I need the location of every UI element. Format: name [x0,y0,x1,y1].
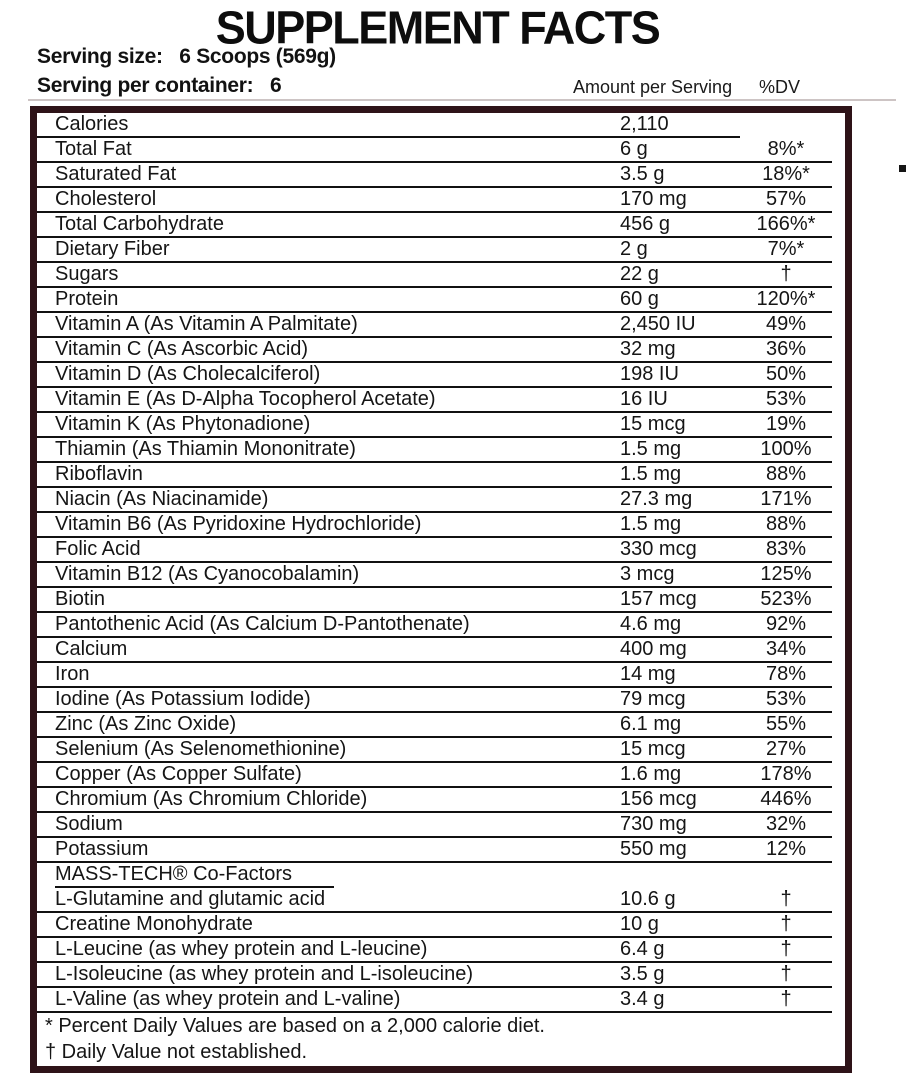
nutrient-name: Total Fat [37,138,620,163]
row-trailing-gap [832,638,845,663]
table-row [37,688,845,713]
nutrient-name: Total Carbohydrate [37,213,620,238]
serving-per-container-label: Serving per container: [37,74,254,97]
nutrient-name: Pantothenic Acid (As Calcium D-Pantothenate) [37,613,620,638]
nutrient-name: L-Leucine (as whey protein and L-leucine) [37,938,620,963]
nutrient-amount: 79 mcg [620,688,740,713]
nutrient-daily-value: 88% [740,463,832,488]
nutrient-amount: 27.3 mg [620,488,740,513]
nutrient-amount: 3.5 g [620,163,740,188]
nutrient-daily-value: † [740,263,832,288]
section-header-row [37,863,845,888]
row-trailing-gap [832,113,845,138]
footnote-percent-dv: * Percent Daily Values are based on a 2,000 calorie diet. [45,1015,545,1037]
stray-dot [899,165,906,172]
nutrient-name: Thiamin (As Thiamin Mononitrate) [37,438,620,463]
table-row [37,788,845,813]
row-trailing-gap [832,613,845,638]
row-trailing-gap [832,263,845,288]
nutrient-amount: 3.5 g [620,963,740,988]
table-row [37,313,845,338]
nutrient-name: L-Valine (as whey protein and L-valine) [37,988,620,1013]
table-row [37,138,845,163]
table-row [37,413,845,438]
row-trailing-gap [832,688,845,713]
dv-header: %DV [759,77,801,97]
table-row [37,438,845,463]
table-row [37,988,845,1013]
nutrient-daily-value: 7%* [740,238,832,263]
nutrient-amount: 2,110 [620,113,740,138]
nutrient-daily-value: 8%* [740,138,832,163]
table-row [37,488,845,513]
table-row [37,638,845,663]
table-row [37,288,845,313]
nutrient-amount: 400 mg [620,638,740,663]
serving-per-container-line [37,74,281,98]
row-trailing-gap [832,888,845,913]
page-title: SUPPLEMENT FACTS [215,1,660,54]
row-trailing-gap [832,763,845,788]
row-trailing-gap [832,738,845,763]
row-trailing-gap [832,913,845,938]
nutrient-daily-value: 53% [740,388,832,413]
nutrient-daily-value: † [740,988,832,1013]
nutrient-amount: 157 mcg [620,588,740,613]
nutrient-name: Vitamin C (As Ascorbic Acid) [37,338,620,363]
nutrient-amount: 15 mcg [620,738,740,763]
footnotes [37,1013,845,1065]
nutrient-amount: 1.5 mg [620,513,740,538]
nutrient-amount: 60 g [620,288,740,313]
amount-per-serving-header: Amount per Serving [573,77,733,97]
nutrient-name: Cholesterol [37,188,620,213]
nutrient-amount: 156 mcg [620,788,740,813]
nutrient-name: Protein [37,288,620,313]
nutrient-amount: 170 mg [620,188,740,213]
table-row [37,188,845,213]
nutrient-amount: 10.6 g [620,888,740,913]
table-row [37,263,845,288]
nutrient-amount: 15 mcg [620,413,740,438]
nutrient-daily-value: 125% [740,563,832,588]
nutrient-amount: 198 IU [620,363,740,388]
nutrient-daily-value: 57% [740,188,832,213]
table-row [37,113,845,138]
serving-size-line [37,45,336,69]
row-trailing-gap [832,988,845,1013]
table-row [37,813,845,838]
supplement-facts-table [30,106,852,1073]
nutrient-daily-value: 27% [740,738,832,763]
row-trailing-gap [832,713,845,738]
nutrient-amount: 6.4 g [620,938,740,963]
nutrient-daily-value: 166%* [740,213,832,238]
row-trailing-gap [832,488,845,513]
nutrient-daily-value: 12% [740,838,832,863]
table-row [37,963,845,988]
nutrient-amount: 3 mcg [620,563,740,588]
nutrient-amount: 22 g [620,263,740,288]
row-trailing-gap [832,513,845,538]
row-trailing-gap [832,813,845,838]
table-row [37,338,845,363]
nutrient-daily-value: 120%* [740,288,832,313]
nutrient-amount: 3.4 g [620,988,740,1013]
nutrient-daily-value [740,113,832,138]
row-trailing-gap [832,188,845,213]
row-trailing-gap [832,838,845,863]
nutrient-daily-value: † [740,963,832,988]
nutrient-name: Potassium [37,838,620,863]
nutrient-name: Niacin (As Niacinamide) [37,488,620,513]
row-trailing-gap [832,663,845,688]
nutrient-name: Vitamin B12 (As Cyanocobalamin) [37,563,620,588]
nutrient-name: Riboflavin [37,463,620,488]
nutrient-daily-value: 178% [740,763,832,788]
nutrient-amount: 1.6 mg [620,763,740,788]
table-row [37,913,845,938]
nutrient-amount: 14 mg [620,663,740,688]
row-trailing-gap [832,238,845,263]
nutrient-daily-value: † [740,913,832,938]
table-row [37,763,845,788]
nutrient-daily-value: 100% [740,438,832,463]
section-header-label: MASS-TECH® Co-Factors [55,863,334,888]
row-trailing-gap [832,963,845,988]
row-trailing-gap [832,288,845,313]
table-row [37,888,845,913]
row-trailing-gap [832,363,845,388]
nutrient-amount: 730 mg [620,813,740,838]
nutrient-daily-value: 523% [740,588,832,613]
nutrient-daily-value: 92% [740,613,832,638]
nutrient-name: Saturated Fat [37,163,620,188]
table-row [37,213,845,238]
nutrient-daily-value: 83% [740,538,832,563]
nutrient-name: L-Glutamine and glutamic acid [37,888,620,913]
nutrient-name: Iodine (As Potassium Iodide) [37,688,620,713]
nutrient-name: Vitamin E (As D-Alpha Tocopherol Acetate) [37,388,620,413]
nutrient-name: Biotin [37,588,620,613]
row-trailing-gap [832,338,845,363]
nutrient-name: Calories [37,113,620,138]
table-row [37,238,845,263]
nutrient-name: Vitamin A (As Vitamin A Palmitate) [37,313,620,338]
nutrient-name: Vitamin D (As Cholecalciferol) [37,363,620,388]
nutrient-name: Dietary Fiber [37,238,620,263]
table-row [37,613,845,638]
row-trailing-gap [832,538,845,563]
nutrient-daily-value: 36% [740,338,832,363]
nutrient-daily-value: 34% [740,638,832,663]
nutrient-name: Zinc (As Zinc Oxide) [37,713,620,738]
nutrient-amount: 1.5 mg [620,463,740,488]
table-row [37,938,845,963]
serving-per-container-value: 6 [269,74,282,97]
nutrient-daily-value: 32% [740,813,832,838]
serving-size-label: Serving size: [37,45,163,68]
table-row [37,663,845,688]
nutrient-amount: 330 mcg [620,538,740,563]
nutrient-amount: 32 mg [620,338,740,363]
serving-size-value: 6 Scoops (569g) [179,45,336,68]
nutrient-daily-value: 171% [740,488,832,513]
table-row [37,363,845,388]
nutrient-name: Copper (As Copper Sulfate) [37,763,620,788]
table-row [37,538,845,563]
nutrient-daily-value: 88% [740,513,832,538]
table-row [37,163,845,188]
row-trailing-gap [832,788,845,813]
nutrient-daily-value: † [740,888,832,913]
row-trailing-gap [832,213,845,238]
footnote-dv-not-established: † Daily Value not established. [45,1041,308,1063]
nutrient-amount: 4.6 mg [620,613,740,638]
row-trailing-gap [832,313,845,338]
nutrient-daily-value: 446% [740,788,832,813]
nutrient-amount: 550 mg [620,838,740,863]
nutrient-name: Folic Acid [37,538,620,563]
nutrient-name: Vitamin K (As Phytonadione) [37,413,620,438]
nutrient-name: L-Isoleucine (as whey protein and L-isoleucine) [37,963,620,988]
nutrient-daily-value: 18%* [740,163,832,188]
table-row [37,713,845,738]
table-row [37,563,845,588]
table-row [37,513,845,538]
nutrient-daily-value: † [740,938,832,963]
row-trailing-gap [832,138,845,163]
nutrient-amount: 456 g [620,213,740,238]
table-row [37,588,845,613]
nutrient-amount: 6 g [620,138,740,163]
nutrient-amount: 16 IU [620,388,740,413]
nutrient-daily-value: 55% [740,713,832,738]
table-row [37,738,845,763]
nutrient-name: Sodium [37,813,620,838]
nutrient-name: Selenium (As Selenomethionine) [37,738,620,763]
top-divider-rule [28,99,896,101]
table-row [37,463,845,488]
row-trailing-gap [832,163,845,188]
nutrient-name: Creatine Monohydrate [37,913,620,938]
nutrient-name: Chromium (As Chromium Chloride) [37,788,620,813]
nutrient-name: Iron [37,663,620,688]
nutrient-daily-value: 50% [740,363,832,388]
nutrient-name: Vitamin B6 (As Pyridoxine Hydrochloride) [37,513,620,538]
row-trailing-gap [832,388,845,413]
row-trailing-gap [832,588,845,613]
nutrient-amount: 6.1 mg [620,713,740,738]
nutrient-amount: 10 g [620,913,740,938]
nutrient-amount: 2 g [620,238,740,263]
row-trailing-gap [832,563,845,588]
nutrient-daily-value: 19% [740,413,832,438]
table-row [37,838,845,863]
row-trailing-gap [832,938,845,963]
nutrient-amount: 2,450 IU [620,313,740,338]
facts-rows [37,113,845,1013]
nutrient-daily-value: 78% [740,663,832,688]
row-trailing-gap [832,463,845,488]
nutrient-amount: 1.5 mg [620,438,740,463]
nutrient-daily-value: 49% [740,313,832,338]
nutrient-daily-value: 53% [740,688,832,713]
table-row [37,388,845,413]
row-trailing-gap [832,413,845,438]
nutrient-name: Sugars [37,263,620,288]
row-trailing-gap [832,438,845,463]
nutrient-name: Calcium [37,638,620,663]
